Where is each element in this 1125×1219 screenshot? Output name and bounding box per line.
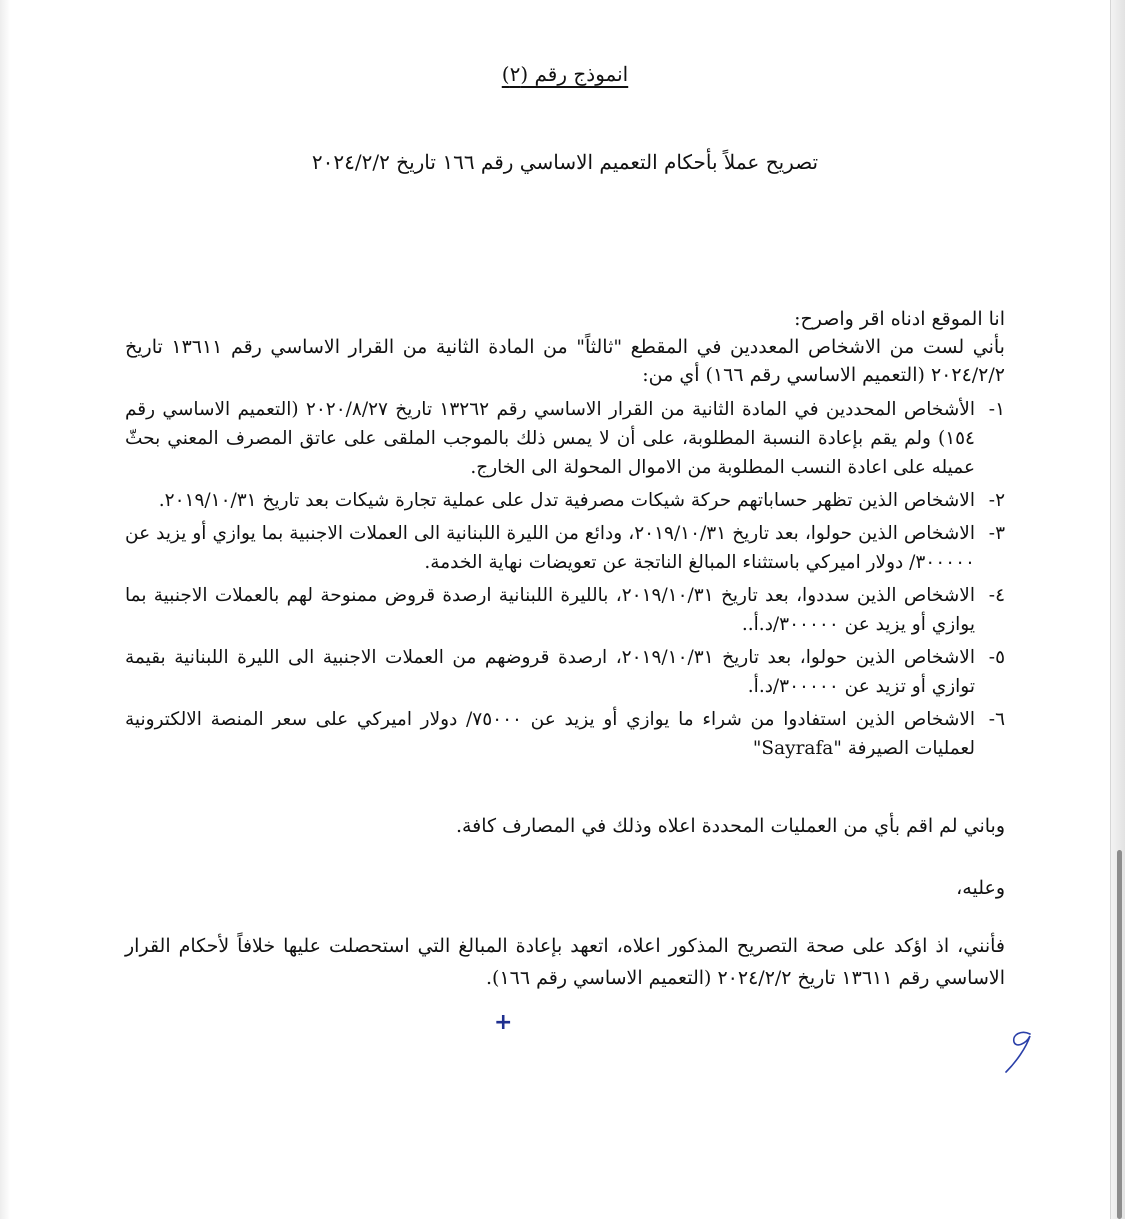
- document-title-text: انموذج رقم (٢): [501, 62, 629, 86]
- document-subtitle: تصريح عملاً بأحكام التعميم الاساسي رقم ١٦٦ تاريخ ٢٠٢٤/٢/٢: [311, 150, 819, 174]
- list-item-number: ٣-: [988, 523, 1005, 544]
- commitment-statement: فأنني، اذ اؤكد على صحة التصريح المذكور اعلاه، اتعهد بإعادة المبالغ التي استحصلت عليها خلافاً لأحكام القرار الاساسي رقم ١٣٦١١ تاريخ ٢٠٢٤/٢/٢ (التعميم الاساسي رقم ١٦٦).: [125, 935, 1005, 989]
- list-item: [125, 486, 1005, 515]
- list-item: [125, 395, 1005, 482]
- numbered-list: [125, 395, 1005, 767]
- list-item-number: ١-: [988, 399, 1005, 420]
- list-item-number: ٢-: [988, 490, 1005, 511]
- intro-line-1: انا الموقع ادناه اقر واصرح:: [794, 308, 1005, 330]
- document-title: [125, 62, 1005, 86]
- intro-line-2: بأني لست من الاشخاص المعددين في المقطع "ثالثاً" من المادة الثانية من القرار الاساسي رقم ١٣٦١١ تاريخ ٢٠٢٤/٢/٢ (التعميم الاساسي رقم ١٦٦) أي من:: [125, 336, 1005, 386]
- list-item-text: الاشخاص الذين تظهر حساباتهم حركة شيكات مصرفية تدل على عملية تجارة شيكات بعد تاريخ ٢٠١٩/١٠/٣١.: [158, 490, 975, 511]
- list-item-number: ٦-: [988, 709, 1005, 730]
- signature-icon: [1000, 1028, 1040, 1078]
- list-item-number: ٤-: [988, 585, 1005, 606]
- scrollbar-thumb[interactable]: [1117, 850, 1122, 1219]
- list-item: [125, 581, 1005, 639]
- list-item: [125, 705, 1005, 763]
- list-item-text: الأشخاص المحددين في المادة الثانية من القرار الاساسي رقم ١٣٢٦٢ تاريخ ٢٠٢٠/٨/٢٧ (التعميم الاساسي رقم ١٥٤) ولم يقم بإعادة النسبة المطلوبة، على أن لا يمس ذلك بالموجب الملقى على عاتق المصرف المعني بحثّ عميله على اعادة النسب المطلوبة من الاموال المحولة الى الخارج.: [125, 399, 975, 478]
- therefore-label: وعليه،: [956, 877, 1005, 899]
- list-item: [125, 519, 1005, 577]
- pen-plus-mark: +: [494, 1010, 513, 1035]
- list-item-number: ٥-: [988, 647, 1005, 668]
- list-item: [125, 643, 1005, 701]
- intro-section: [125, 305, 1005, 389]
- list-item-text: الاشخاص الذين استفادوا من شراء ما يوازي أو يزيد عن ٧٥٠٠٠/ دولار اميركي على سعر المنصة الالكترونية لعمليات الصيرفة "Sayrafa": [125, 709, 976, 759]
- page-edge-shadow: [0, 0, 10, 1219]
- list-item-text: الاشخاص الذين حولوا، بعد تاريخ ٢٠١٩/١٠/٣١، ارصدة قروضهم من العملات الاجنبية الى الليرة اللبنانية بقيمة توازي أو تزيد عن ٣٠٠٠٠٠/د.أ.: [125, 647, 976, 697]
- no-operations-statement: وباني لم اقم بأي من العمليات المحددة اعلاه وذلك في المصارف كافة.: [455, 815, 1005, 837]
- list-item-text: الاشخاص الذين حولوا، بعد تاريخ ٢٠١٩/١٠/٣١، ودائع من الليرة اللبنانية الى العملات الاجنبية بما يوازي أو يزيد عن ٣٠٠٠٠٠/ دولار اميركي باستثناء المبالغ الناتجة عن تعويضات نهاية الخدمة.: [125, 523, 975, 573]
- list-item-text: الاشخاص الذين سددوا، بعد تاريخ ٢٠١٩/١٠/٣١، بالليرة اللبنانية ارصدة قروض ممنوحة لهم بالعملات الاجنبية بما يوازي أو يزيد عن ٣٠٠٠٠٠/د.أ..: [125, 585, 975, 635]
